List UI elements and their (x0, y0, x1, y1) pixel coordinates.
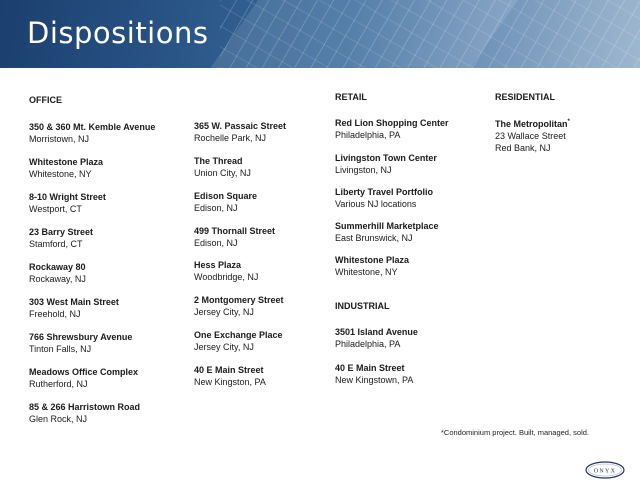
property-name: 3501 Island Avenue (335, 327, 418, 337)
property-location: Woodbridge, NJ (194, 272, 259, 282)
footnote: *Condominium project. Built, managed, sold. (441, 428, 589, 437)
property-name: The Thread (194, 156, 243, 166)
retail-item (335, 152, 485, 176)
property-location: Tinton Falls, NJ (29, 344, 92, 354)
property-name (495, 116, 640, 130)
onyx-logo (585, 461, 625, 479)
property-location: Freehold, NJ (29, 309, 81, 319)
retail-item (335, 220, 485, 244)
property-location: New Kingstown, PA (335, 375, 414, 385)
property-location: Edison, NJ (194, 203, 238, 213)
property-location: Jersey City, NJ (194, 342, 254, 352)
property-location: Red Bank, NJ (495, 143, 551, 153)
office-item (29, 331, 179, 355)
property-location: Stamford, CT (29, 239, 83, 249)
property-location: Westport, CT (29, 204, 82, 214)
office-item (194, 190, 344, 214)
property-location: East Brunswick, NJ (335, 233, 413, 243)
office-item (194, 259, 344, 283)
residential-heading: RESIDENTIAL (495, 92, 556, 102)
property-location: Rockaway, NJ (29, 274, 86, 284)
property-location: Glen Rock, NJ (29, 414, 88, 424)
property-name: Liberty Travel Portfolio (335, 187, 434, 197)
office-item (29, 156, 179, 180)
office-item (29, 401, 179, 425)
property-location: Morristown, NJ (29, 134, 90, 144)
property-name: 40 E Main Street (194, 365, 264, 375)
property-name: 766 Shrewsbury Avenue (29, 332, 133, 342)
property-name: 303 West Main Street (29, 297, 119, 307)
property-location: Rochelle Park, NJ (194, 133, 267, 143)
office-item (194, 329, 344, 353)
office-item (29, 261, 179, 285)
office-item (29, 191, 179, 215)
industrial-heading: INDUSTRIAL (335, 301, 390, 311)
logo-text: ONYX (593, 468, 617, 475)
property-name: Meadows Office Complex (29, 367, 139, 377)
property-name: 499 Thornall Street (194, 226, 276, 236)
property-name: Edison Square (194, 191, 258, 201)
property-name: Hess Plaza (194, 260, 242, 270)
office-item (194, 155, 344, 179)
property-location: New Kingston, PA (194, 377, 266, 387)
onyx-logo-icon (585, 461, 625, 479)
property-address: 23 Wallace Street (495, 131, 566, 141)
office-item (194, 294, 344, 318)
property-name: 40 E Main Street (335, 363, 405, 373)
property-name: 365 W. Passaic Street (194, 121, 287, 131)
property-name: 85 & 266 Harristown Road (29, 402, 141, 412)
property-name-text: The Metropolitan (495, 119, 568, 129)
property-name: Livingston Town Center (335, 153, 437, 163)
property-name: 2 Montgomery Street (194, 295, 284, 305)
property-name: 23 Barry Street (29, 227, 94, 237)
residential-item (495, 116, 640, 154)
office-item (194, 120, 344, 144)
property-location: Whitestone, NY (335, 267, 398, 277)
retail-heading: RETAIL (335, 92, 367, 102)
office-heading: OFFICE (29, 95, 62, 105)
industrial-item (335, 326, 485, 350)
office-item (29, 296, 179, 320)
office-item (194, 364, 344, 388)
retail-item (335, 254, 485, 278)
property-name: Summerhill Marketplace (335, 221, 439, 231)
industrial-item (335, 362, 485, 386)
property-name: Whitestone Plaza (335, 255, 410, 265)
property-location: Rutherford, NJ (29, 379, 88, 389)
header-banner (0, 0, 640, 68)
property-name: Rockaway 80 (29, 262, 86, 272)
footnote-marker: * (567, 119, 570, 125)
property-location: Philadelphia, PA (335, 130, 401, 140)
office-item (194, 225, 344, 249)
office-item (29, 121, 179, 145)
office-item (29, 226, 179, 250)
retail-item (335, 117, 485, 141)
property-location: Edison, NJ (194, 238, 238, 248)
property-location: Whitestone, NY (29, 169, 92, 179)
office-item (29, 366, 179, 390)
property-location: Union City, NJ (194, 168, 251, 178)
property-location: Livingston, NJ (335, 165, 392, 175)
property-name: One Exchange Place (194, 330, 283, 340)
retail-item (335, 186, 485, 210)
property-name: Whitestone Plaza (29, 157, 104, 167)
property-name: Red Lion Shopping Center (335, 118, 449, 128)
property-name: 350 & 360 Mt. Kemble Avenue (29, 122, 156, 132)
property-location: Jersey City, NJ (194, 307, 254, 317)
property-location: Various NJ locations (335, 199, 417, 209)
property-name: 8-10 Wright Street (29, 192, 106, 202)
property-location: Philadelphia, PA (335, 339, 401, 349)
page-title: Dispositions (27, 16, 209, 50)
